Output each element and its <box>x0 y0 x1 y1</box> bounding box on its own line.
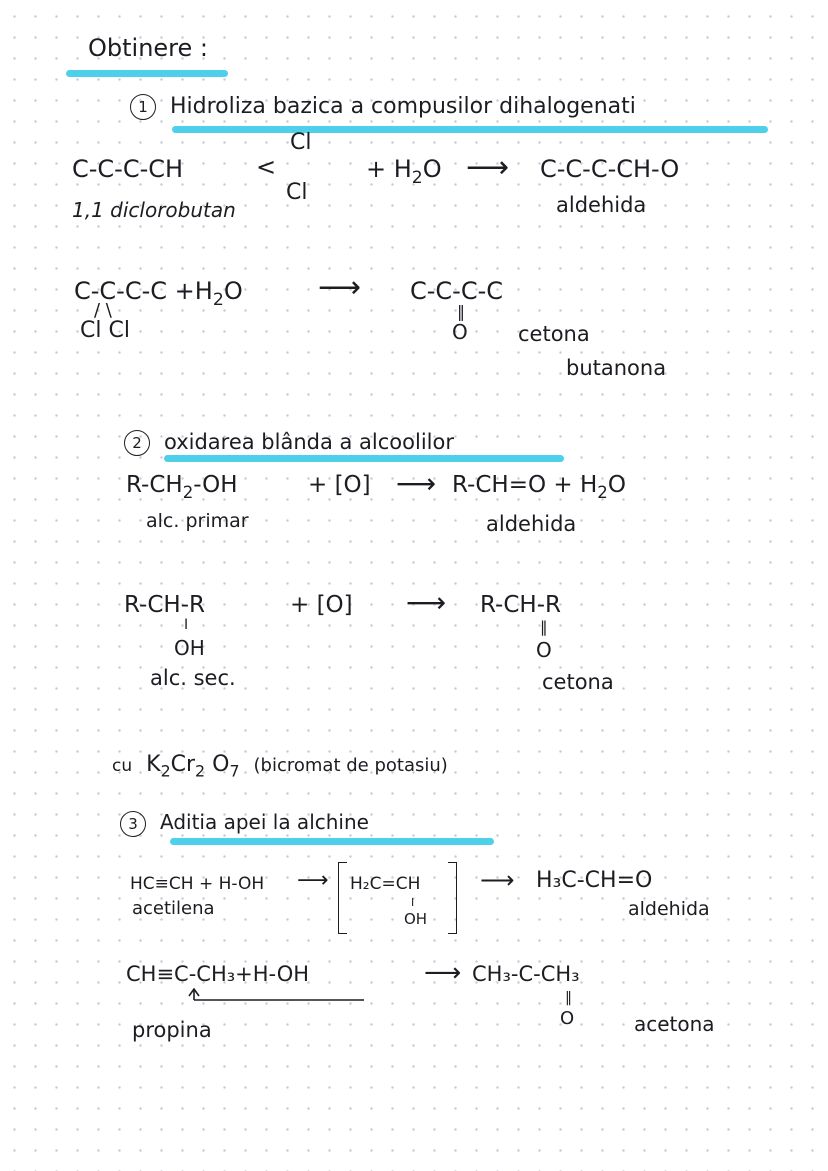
s3-eq1-reactant-name: acetilena <box>132 898 215 919</box>
s2-eq2-reactant-name: alc. sec. <box>150 666 236 690</box>
s2-eq1-reactant: $R-CH_2-OH$ <box>126 472 238 502</box>
s1-eq2-product-name: cetona <box>518 322 590 346</box>
s3-eq1-product-name: aldehida <box>628 898 710 920</box>
reagent-line <box>112 752 448 781</box>
section3-number: 3 <box>120 811 146 837</box>
s3-eq2-product: CH₃-C-CH₃ <box>472 962 580 986</box>
section2-highlight <box>164 455 564 462</box>
s3-eq2-product-name: acetona <box>634 1012 715 1036</box>
s1-eq1-reactant-name: 1,1 diclorobutan <box>72 198 236 222</box>
section2-title: oxidarea blânda a alcoolilor <box>164 430 454 454</box>
section1-highlight <box>172 126 768 133</box>
s2-eq2-double-bond: ‖ <box>540 618 548 636</box>
section3-title: Aditia apei la alchine <box>160 810 369 834</box>
s2-eq1-reactant-name: alc. primar <box>146 510 249 532</box>
section2-heading <box>124 430 454 456</box>
s3-eq1-right-bracket <box>448 862 457 934</box>
s3-eq1-intermediate-top: H₂C=CH <box>350 874 421 894</box>
reagent-formula: $K_2Cr_2$ $O_7$ <box>146 752 240 781</box>
s1-eq1-halogen-bottom: Cl <box>286 180 308 205</box>
s1-eq2-arrow: ⟶ <box>318 270 362 305</box>
s3-eq1-arrow1: ⟶ <box>297 868 329 893</box>
s2-eq1-arrow: ⟶ <box>396 467 437 500</box>
s1-eq1-reactant: C-C-C-CH <box>72 155 184 183</box>
s1-eq2-product: C-C-C-C <box>410 277 504 305</box>
s1-eq1-product-name: aldehida <box>556 193 647 217</box>
section3-highlight <box>170 838 494 845</box>
reagent-prefix: cu <box>112 756 133 776</box>
s3-eq1-arrow2: ⟶ <box>480 866 515 894</box>
section1-title: Hidroliza bazica a compusilor dihalogenati <box>170 94 636 119</box>
s1-eq1-arrow: ⟶ <box>466 150 510 185</box>
s2-eq2-single-bond: I <box>184 617 189 633</box>
s1-eq1-product: C-C-C-CH-O <box>540 155 680 183</box>
s3-eq2-arrow: ⟶ <box>424 958 462 988</box>
s2-eq2-product-name: cetona <box>542 670 614 694</box>
s2-eq2-product: R-CH-R <box>480 592 561 618</box>
s3-eq1-left-bracket <box>338 862 347 934</box>
section1-heading <box>130 94 636 120</box>
s3-eq2-reactant-name: propina <box>132 1018 212 1042</box>
s2-eq2-oxidant: + [O] <box>290 592 353 618</box>
s3-eq2-double-bond: ‖ <box>565 990 572 1006</box>
s1-eq1-halogen-top: Cl <box>290 130 312 155</box>
s2-eq2-arrow: ⟶ <box>406 586 447 619</box>
s2-eq1-oxidant: + [O] <box>308 472 371 498</box>
s3-eq2-reactant: CH≡C-CH₃+H-OH <box>126 962 310 986</box>
s2-eq2-oxygen: O <box>536 638 552 662</box>
s1-eq1-bracket: < <box>256 153 277 181</box>
s2-eq2-reactant: R-CH-R <box>124 592 205 618</box>
s3-eq2-oxygen: O <box>560 1008 575 1029</box>
s2-eq1-product-name: aldehida <box>486 512 577 536</box>
s1-eq2-halogens: Cl Cl <box>80 318 130 343</box>
s1-eq2-bond-lines: / \ <box>94 300 112 321</box>
section1-number: 1 <box>130 94 156 120</box>
page-title: Obtinere : <box>88 34 208 62</box>
s3-eq1-intermediate-bottom: OH <box>404 910 428 928</box>
reagent-name: (bicromat de potasiu) <box>253 755 448 776</box>
s3-eq1-intermediate-bond: I <box>411 896 415 909</box>
s3-eq2-migration-arrow <box>186 988 366 1012</box>
s1-eq2-product-name2: butanona <box>566 356 667 380</box>
s3-eq1-reactant: HC≡CH + H-OH <box>130 874 265 894</box>
s2-eq2-hydroxyl: OH <box>174 636 205 660</box>
s3-eq1-product: H₃C-CH=O <box>536 868 653 893</box>
title-highlight <box>66 70 228 77</box>
section2-number: 2 <box>124 430 150 456</box>
section3-heading <box>120 810 369 837</box>
s1-eq1-water: + $H_2O$ <box>366 155 442 189</box>
s1-eq2-reactant: $C-C-C-C +H_2O$ <box>74 277 243 311</box>
s2-eq1-product: $R-CH=O + H_2O$ <box>452 472 626 502</box>
s1-eq2-double-bond: ‖ <box>457 302 465 321</box>
s1-eq2-oxygen: O <box>452 320 468 344</box>
